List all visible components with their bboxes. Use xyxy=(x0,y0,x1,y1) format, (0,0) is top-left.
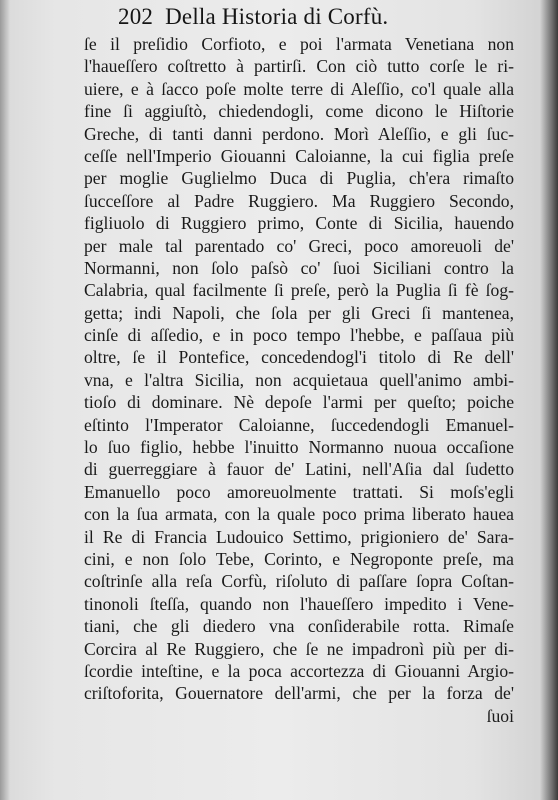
page-edge-shadow xyxy=(540,0,558,800)
text-line: Emanuello poco amoreuolmente trattati. Si moſs'egli xyxy=(84,481,514,502)
text-line: di guerreggiare à fauor de' Latini, nell'Aſia dal ſudetto xyxy=(84,459,514,480)
text-line: Calabria, qual facilmente ſi preſe, però la Puglia ſi fè ſog- xyxy=(84,280,514,301)
text-line: ceſſe nell'Imperio Giouanni Caloianne, la cui figlia preſe xyxy=(84,145,514,166)
text-line: oltre, ſe il Pontefice, concedendogl'i titolo di Re dell' xyxy=(84,347,514,368)
text-line: tinonoli ſteſſa, quando non l'haueſſero impedito i Vene- xyxy=(84,593,514,614)
text-line: con la ſua armata, con la quale poco prima liberato hauea xyxy=(84,504,514,525)
text-line: per male tal parentado co' Greci, poco amoreuoli de' xyxy=(84,235,514,256)
text-line: Normanni, non ſolo paſsò co' ſuoi Siciliani contro la xyxy=(84,257,514,278)
text-line: l'haueſſero coſtretto à partirſi. Con ciò tutto corſe le ri- xyxy=(84,56,514,77)
running-header xyxy=(118,4,388,30)
text-line: eſtinto l'Imperator Caloianne, ſuccedendogli Emanuel- xyxy=(84,414,514,435)
text-line: lo ſuo figlio, hebbe l'inuitto Normanno nuoua occaſione xyxy=(84,437,514,458)
text-line: uiere, e à ſacco poſe molte terre di Aleſſio, co'l quale alla xyxy=(84,78,514,99)
text-line: Greche, di tanti danni perdono. Morì Aleſſio, e gli ſuc- xyxy=(84,123,514,144)
text-line: fine ſi aggiuſtò, chiedendogli, come dicono le Hiſtorie xyxy=(84,101,514,122)
text-line: il Re di Francia Ludouico Settimo, prigioniero de' Sara- xyxy=(84,526,514,547)
page-number: 202 xyxy=(118,4,154,29)
catchword: ſuoi xyxy=(486,705,514,726)
text-line: vna, e l'altra Sicilia, non acquietaua quell'animo ambi- xyxy=(84,369,514,390)
text-line: per moglie Guglielmo Duca di Puglia, ch'era rimaſto xyxy=(84,168,514,189)
text-line: ſcordie inteſtine, e la poca accortezza di Giouanni Argio- xyxy=(84,660,514,681)
running-title: Della Historia di Corfù. xyxy=(165,4,389,29)
text-line: ſe il preſidio Corfioto, e poi l'armata Venetiana non xyxy=(84,34,514,54)
page-gutter-shadow xyxy=(0,0,10,800)
text-line: cinſe di aſſedio, e in poco tempo l'hebbe, e paſſaua più xyxy=(84,325,514,346)
text-line: ſucceſſore al Padre Ruggiero. Ma Ruggiero Secondo, xyxy=(84,190,514,211)
body-text xyxy=(84,33,514,727)
text-line: tiani, che gli diedero vna conſiderabile rotta. Rimaſe xyxy=(84,616,514,637)
text-line: getta; indi Napoli, che ſola per gli Greci ſi mantenea, xyxy=(84,302,514,323)
text-line: cini, e non ſolo Tebe, Corinto, e Negroponte preſe, ma xyxy=(84,548,514,569)
text-line: Corcira al Re Ruggiero, che ſe ne impadronì più per di- xyxy=(84,638,514,659)
text-line: criſtoforita, Gouernatore dell'armi, che per la forza de' xyxy=(84,683,514,704)
text-line: figliuolo di Ruggiero primo, Conte di Sicilia, hauendo xyxy=(84,213,514,234)
text-line: tioſo di dominare. Nè depoſe l'armi per queſto; poiche xyxy=(84,392,514,413)
text-line: coſtrinſe alla reſa Corfù, riſoluto di paſſare ſopra Coſtan- xyxy=(84,571,514,592)
